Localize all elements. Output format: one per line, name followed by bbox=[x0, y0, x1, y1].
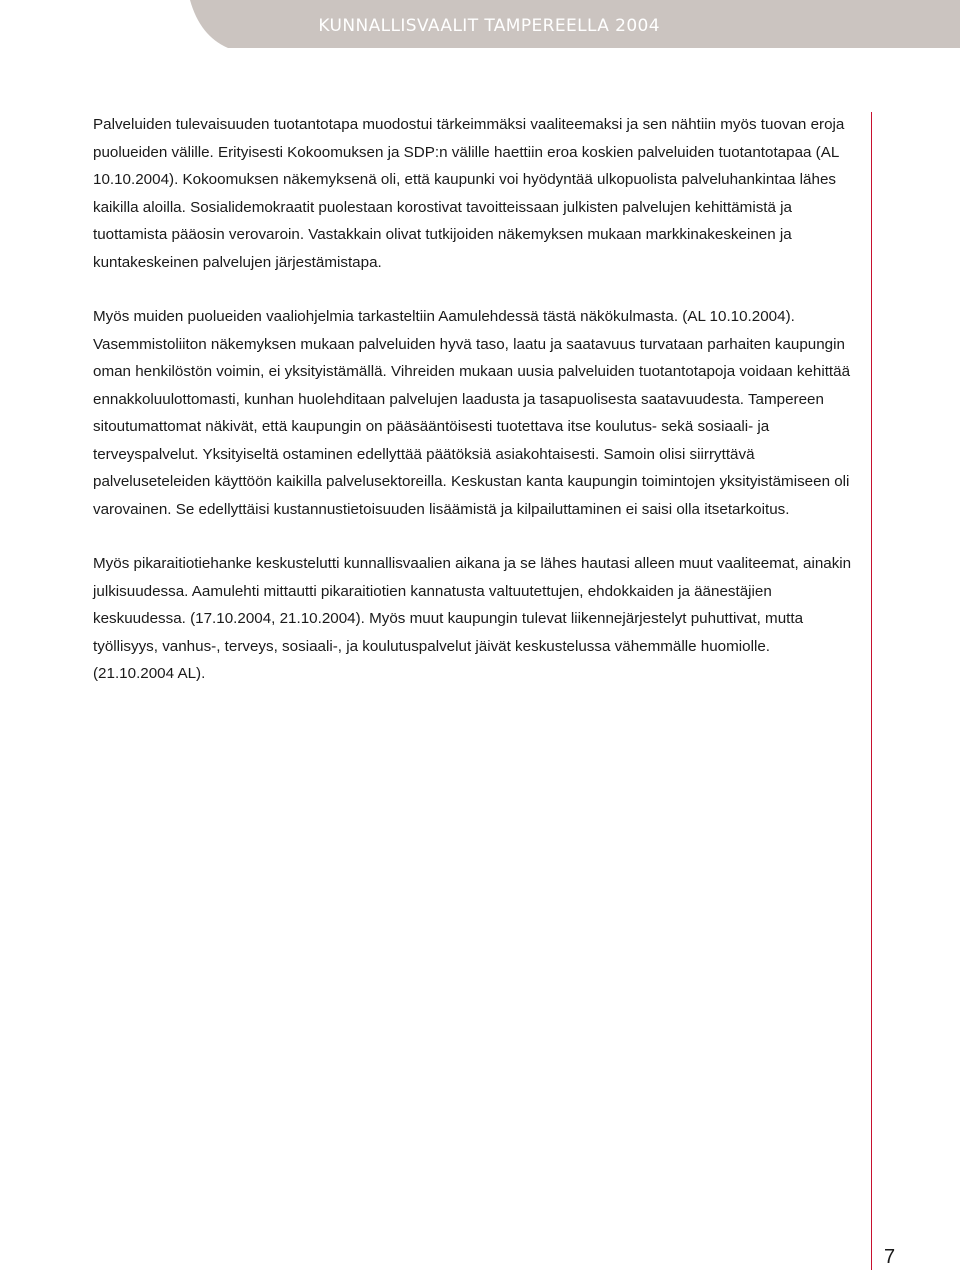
running-header-title: KUNNALLISVAALIT TAMPEREELLA 2004 bbox=[318, 16, 660, 36]
page-number: 7 bbox=[884, 1246, 896, 1268]
body-text bbox=[93, 111, 853, 715]
paragraph-1: Palveluiden tulevaisuuden tuotantotapa muodostui tärkeimmäksi vaaliteemaksi ja sen nähtiin myös tuovan eroja puolueiden välille. Erityisesti Kokoomuksen ja SDP:n välille haettiin eroa koskien palveluiden tuotantotapaa (AL 10.10.2004). Kokoomuksen näkemyksenä oli, että kaupunki voi hyödyntää ulkopuolista palveluhankintaa lähes kaikilla aloilla. Sosialidemokraatit puolestaan korostivat tavoitteissaan julkisten palvelujen kehittämistä ja tuottamista pääosin verovaroin. Vastakkain olivat tutkijoiden näkemyksen mukaan markkinakeskeinen ja kuntakeskeinen palvelujen järjestämistapa. bbox=[93, 116, 845, 271]
paragraph-3: Myös pikaraitiotiehanke keskustelutti kunnallisvaalien aikana ja se lähes hautasi alleen muut vaaliteemat, ainakin julkisuudessa. Aamulehti mittautti pikaraitiotien kannatusta valtuutettujen, ehdokkaiden ja äänestäjien keskuudessa. (17.10.2004, 21.10.2004). Myös muut kaupungin tulevat liikennejärjestelyt puhuttivat, mutta työllisyys, vanhus-, terveys, sosiaali-, ja koulutuspalvelut jäivät keskustelussa vähemmälle huomiolle. (21.10.2004 AL). bbox=[93, 555, 852, 682]
paragraph-2: Myös muiden puolueiden vaaliohjelmia tarkasteltiin Aamulehdessä tästä näkökulmasta. (AL 10.10.2004). Vasemmistoliiton näkemyksen mukaan palveluiden hyvä taso, laatu ja saatavuus turvataan parhaiten kaupungin oman henkilöstön voimin, ei yksityistämällä. Vihreiden mukaan uusia palveluiden tuotantotapoja voidaan kehittää ennakkoluulottomasti, kunhan huolehditaan palvelujen laadusta ja tasapuolisesta saatavuudesta. Tampereen sitoutumattomat näkivät, että kaupungin on pääsääntöisesti tuotettava itse koulutus- sekä sosiaali- ja terveyspalvelut. Yksityiseltä ostaminen edellyttää päätöksiä asiakohtaisesti. Samoin olisi siirryttävä palveluseteleiden käyttöön kaikilla palvelusektoreilla. Keskustan kanta kaupungin toimintojen yksityistämiseen oli varovainen. Se edellyttäisi kustannustietoisuuden lisäämistä ja kilpailuttaminen ei saisi olla itsetarkoitus. bbox=[93, 308, 851, 518]
vertical-rule bbox=[871, 112, 872, 1270]
